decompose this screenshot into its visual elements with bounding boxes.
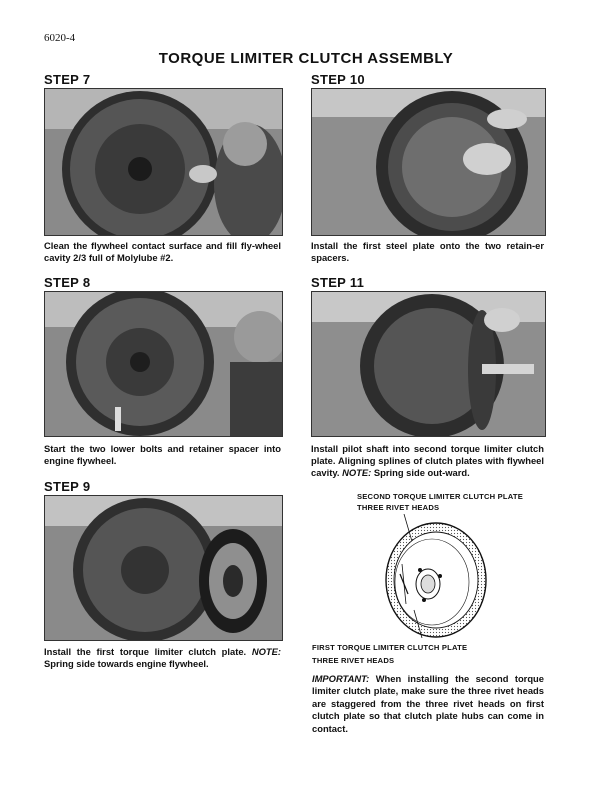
- diagram-bottom-label-rivets: THREE RIVET HEADS: [312, 656, 395, 665]
- step-9-photo: [44, 495, 283, 641]
- step-7-photo: [44, 88, 283, 236]
- step-8-photo: [44, 291, 283, 437]
- step-11-caption-text: Install pilot shaft into second torque limiter clutch plate. Aligning splines of clutch plates with flywheel cavity.: [311, 443, 544, 478]
- step-9-caption: [44, 646, 281, 670]
- step-11-caption: [311, 443, 544, 479]
- step-9-note-text: Spring side towards engine flywheel.: [44, 658, 209, 669]
- step-7-heading: STEP 7: [44, 72, 91, 87]
- step-10-caption: Install the first steel plate onto the two retain-er spacers.: [311, 240, 544, 263]
- diagram-top-label-plate: SECOND TORQUE LIMITER CLUTCH PLATE: [357, 492, 523, 501]
- step-11-heading: STEP 11: [311, 275, 365, 290]
- step-8-heading: STEP 8: [44, 275, 91, 290]
- step-8-caption: Start the two lower bolts and retainer spacer into engine flywheel.: [44, 443, 281, 466]
- step-10-photo: [311, 88, 546, 236]
- important-note: [312, 673, 544, 735]
- step-11-photo: [311, 291, 546, 437]
- clutch-plate-diagram: [378, 514, 496, 638]
- important-label: IMPORTANT:: [312, 673, 370, 684]
- step-7-caption: Clean the flywheel contact surface and fill fly-wheel cavity 2/3 full of Molylube #2.: [44, 240, 281, 263]
- page-number: 6020-4: [44, 32, 76, 44]
- step-9-heading: STEP 9: [44, 479, 91, 494]
- diagram-bottom-label-plate: FIRST TORQUE LIMITER CLUTCH PLATE: [312, 643, 468, 652]
- step-9-caption-text: Install the first torque limiter clutch plate.: [44, 646, 247, 657]
- important-text: When installing the second torque limiter clutch plate, make sure the three rivet heads are staggered from the three rivet heads on first clutch plate so that clutch plate hubs can come in contact.: [312, 673, 544, 734]
- step-11-note-label: NOTE:: [342, 467, 372, 478]
- step-11-note-text: Spring side out-ward.: [373, 467, 470, 478]
- diagram-top-label-rivets: THREE RIVET HEADS: [357, 503, 440, 512]
- step-10-heading: STEP 10: [311, 72, 365, 87]
- step-9-note-label: NOTE:: [251, 646, 281, 657]
- page-title: TORQUE LIMITER CLUTCH ASSEMBLY: [158, 50, 454, 67]
